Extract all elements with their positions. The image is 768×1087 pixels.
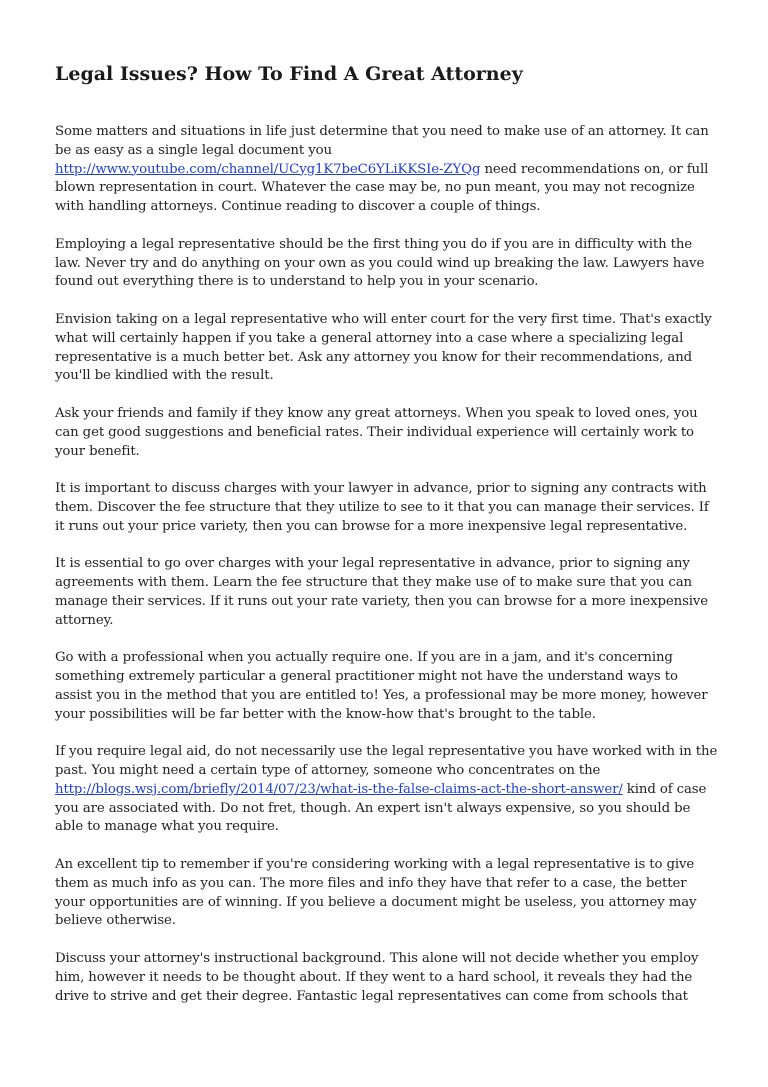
paragraph-1-text-before: Some matters and situations in life just determine that you need to make use of an attorney. It can be as easy as a single legal document you [55, 124, 709, 158]
paragraph-8-text-after: kind of case you are associated with. Do not fret, though. An expert isn't always expensive, so you should be able to manage what you require. [55, 781, 707, 835]
paragraph-10: Discuss your attorney's instructional background. This alone will not decide whether you employ him, however it needs to be thought about. If they went to a hard school, it reveals they had the drive to strive and get their degree. Fantastic legal representatives can come from schools that [55, 951, 699, 1004]
paragraph-1 [55, 123, 718, 217]
paragraph-1-text-after: need recommendations on, or full blown representation in court. Whatever the case may be, no pun meant, you may not recognize with handling attorneys. Continue reading to discover a couple of things. [55, 161, 709, 215]
paragraph-9: An excellent tip to remember if you're considering working with a legal representative is to give them as much info as you can. The more files and info they have that refer to a case, the better your opportunities are of winning. If you believe a document might be useless, you attorney may believe otherwise. [55, 857, 697, 929]
paragraph-3: Envision taking on a legal representative who will enter court for the very first time. That's exactly what will certainly happen if you take a general attorney into a case where a specializing legal representative is a much better bet. Ask any attorney you know for their recommendations, and you'll be kindlied with the result. [55, 311, 712, 384]
paragraph-8 [55, 743, 718, 837]
wsj-blog-link[interactable]: http://blogs.wsj.com/briefly/2014/07/23/what-is-the-false-claims-act-the-short-answer/ [55, 781, 623, 797]
paragraph-4: Ask your friends and family if they know any great attorneys. When you speak to loved ones, you can get good suggestions and beneficial rates. Their individual experience will certainly work to your benefit. [55, 405, 698, 459]
paragraph-7: Go with a professional when you actually require one. If you are in a jam, and it's concerning something extremely particular a general practitioner might not have the understand ways to assist you in the method that you are entitled to! Yes, a professional may be more money, however your possibilities will be far better with the know-how that's brought to the table. [55, 650, 708, 722]
paragraph-5: It is important to discuss charges with your lawyer in advance, prior to signing any contracts with them. Discover the fee structure that they utilize to see to it that you can manage their services. If it runs out your price variety, then you can browse for a more inexpensive legal representative. [55, 481, 709, 534]
paragraph-8-text-before: If you require legal aid, do not necessarily use the legal representative you have worked with in the past. You might need a certain type of attorney, someone who concentrates on the [55, 744, 718, 779]
paragraph-6: It is essential to go over charges with your legal representative in advance, prior to signing any agreements with them. Learn the fee structure that they make use of to make sure that you can manage their services. If it runs out your rate variety, then you can browse for a more inexpensive attorney. [55, 556, 709, 628]
paragraph-2: Employing a legal representative should be the first thing you do if you are in difficulty with the law. Never try and do anything on your own as you could wind up breaking the law. Lawyers have found out everything there is to understand to help you in your scenario. [55, 236, 705, 290]
youtube-channel-link[interactable]: http://www.youtube.com/channel/UCyg1K7beC6YLiKKSIe-ZYQg [55, 161, 481, 177]
article-title: Legal Issues? How To Find A Great Attorney [55, 63, 523, 85]
